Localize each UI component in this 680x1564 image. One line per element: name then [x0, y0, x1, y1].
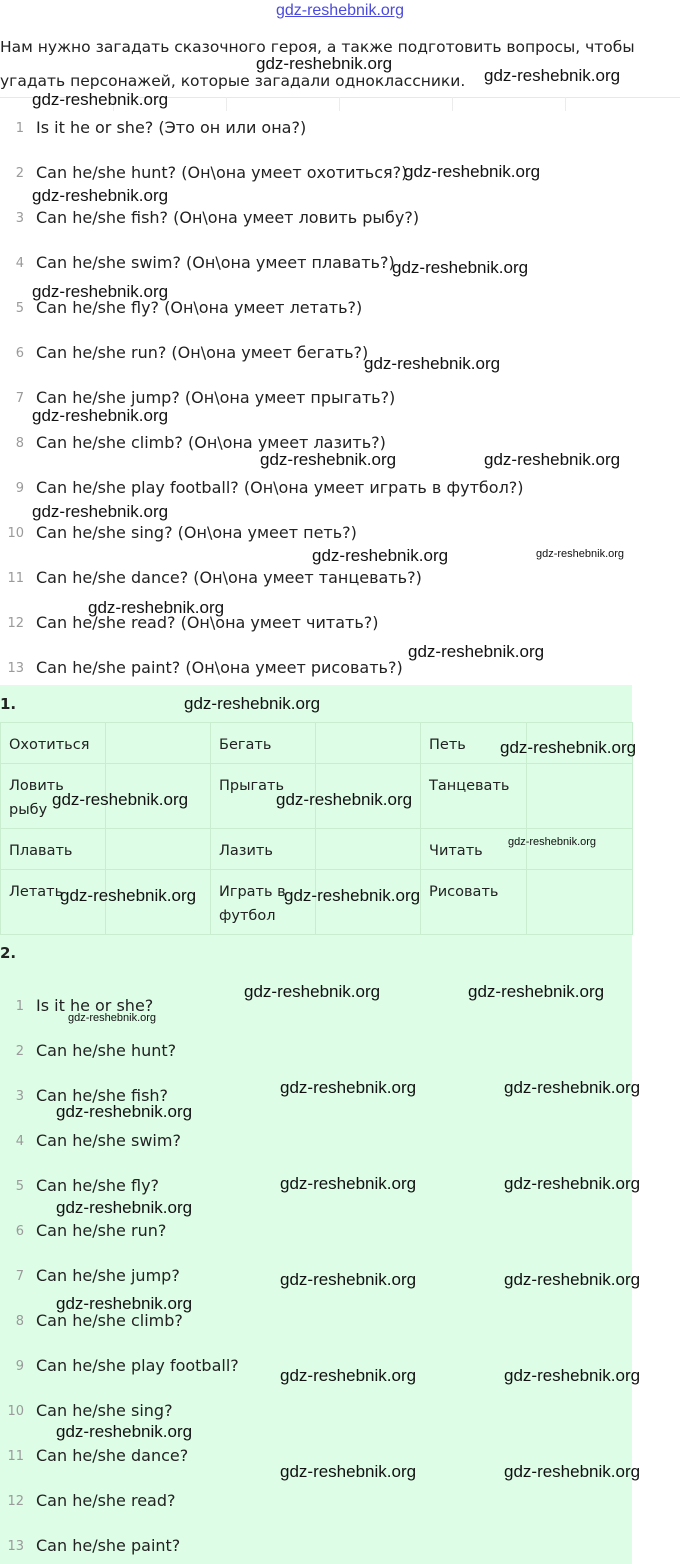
watermark: gdz-reshebnik.org: [184, 694, 321, 713]
question-number: 10: [7, 1404, 24, 1419]
question-text: Can he/she paint?: [36, 1536, 181, 1555]
question-number: 3: [15, 211, 24, 226]
watermark: gdz-reshebnik.org: [404, 162, 541, 181]
watermark: gdz-reshebnik.org: [56, 1422, 193, 1441]
watermark: gdz-reshebnik.org: [256, 54, 393, 73]
question-number: 4: [15, 256, 24, 271]
question-text: Can he/she dance? (Он\она умеет танцевать?): [36, 568, 422, 587]
watermark: gdz-reshebnik.org: [504, 1462, 641, 1481]
question-text: Can he/she read?: [36, 1491, 176, 1510]
watermark: gdz-reshebnik.org: [60, 886, 197, 905]
question-text: Can he/she hunt?: [36, 1041, 177, 1060]
table-cell: Петь: [421, 723, 527, 764]
question-text: Can he/she climb?: [36, 1311, 183, 1330]
watermark: gdz-reshebnik.org: [484, 66, 621, 85]
list-item: [0, 118, 680, 142]
watermark: gdz-reshebnik.org: [536, 548, 625, 560]
table-cell: Читать: [421, 829, 527, 870]
watermark: gdz-reshebnik.org: [280, 1270, 417, 1289]
table-cell: [527, 870, 633, 935]
watermark: gdz-reshebnik.org: [88, 598, 225, 617]
table-cell: Охотиться: [1, 723, 106, 764]
question-number: 9: [15, 1359, 24, 1374]
watermark: gdz-reshebnik.org: [508, 836, 597, 848]
watermark: gdz-reshebnik.org: [32, 502, 169, 521]
list-item: [0, 1536, 680, 1560]
question-text: Can he/she fish?: [36, 1086, 169, 1105]
watermark: gdz-reshebnik.org: [484, 450, 621, 469]
question-text: Can he/she jump?: [36, 1266, 180, 1285]
question-text: Can he/she sing?: [36, 1401, 173, 1420]
question-number: 2: [15, 166, 24, 181]
watermark: gdz-reshebnik.org: [280, 1462, 417, 1481]
question-number: 3: [15, 1089, 24, 1104]
table-cell: Летать: [1, 870, 106, 935]
watermark: gdz-reshebnik.org: [468, 982, 605, 1001]
watermark: gdz-reshebnik.org: [56, 1102, 193, 1121]
question-text: Can he/she sing? (Он\она умеет петь?): [36, 523, 357, 542]
watermark: gdz-reshebnik.org: [504, 1270, 641, 1289]
table-cell: Играть в футбол: [211, 870, 316, 935]
question-text: Can he/she read? (Он\она умеет читать?): [36, 613, 379, 632]
question-text: Can he/she dance?: [36, 1446, 189, 1465]
list-item: [0, 1131, 680, 1155]
list-item: [0, 658, 680, 682]
table-cell: [316, 723, 421, 764]
question-number: 7: [15, 391, 24, 406]
question-number: 13: [7, 1539, 24, 1554]
watermark: gdz-reshebnik.org: [56, 1198, 193, 1217]
table-cell: [106, 829, 211, 870]
question-number: 6: [15, 1224, 24, 1239]
watermark: gdz-reshebnik.org: [280, 1078, 417, 1097]
table-cell: Лазить: [211, 829, 316, 870]
section-label: 1.: [0, 695, 17, 713]
watermark: gdz-reshebnik.org: [504, 1078, 641, 1097]
question-text: Can he/she fly?: [36, 1176, 160, 1195]
list-item: [0, 253, 680, 277]
table-cell: Танцевать: [421, 764, 527, 829]
watermark: gdz-reshebnik.org: [280, 1366, 417, 1385]
question-number: 4: [15, 1134, 24, 1149]
list-item: [0, 163, 680, 187]
question-number: 7: [15, 1269, 24, 1284]
question-text: Can he/she swim? (Он\она умеет плавать?): [36, 253, 395, 272]
table-cell: Рисовать: [421, 870, 527, 935]
list-item: [0, 208, 680, 232]
site-link[interactable]: gdz-reshebnik.org: [275, 2, 405, 19]
list-item: [0, 478, 680, 502]
watermark: gdz-reshebnik.org: [32, 406, 169, 425]
watermark: gdz-reshebnik.org: [32, 282, 169, 301]
list-item: [0, 1311, 680, 1335]
question-number: 8: [15, 1314, 24, 1329]
watermark: gdz-reshebnik.org: [500, 738, 637, 757]
watermark: gdz-reshebnik.org: [312, 546, 449, 565]
question-text: Can he/she paint? (Он\она умеет рисовать?): [36, 658, 403, 677]
list-item: [0, 1221, 680, 1245]
question-number: 11: [7, 1449, 24, 1464]
watermark: gdz-reshebnik.org: [504, 1366, 641, 1385]
watermark: gdz-reshebnik.org: [68, 1012, 157, 1024]
question-text: Can he/she run?: [36, 1221, 167, 1240]
table-cell: [527, 829, 633, 870]
table-cell: [316, 829, 421, 870]
list-item: [0, 1041, 680, 1065]
question-number: 1: [15, 999, 24, 1014]
section-label: 2.: [0, 944, 17, 962]
question-number: 12: [7, 616, 24, 631]
list-item: [0, 523, 680, 547]
intro-text: Нам нужно загадать сказочного героя, а также подготовить вопросы, чтобы угадать персонажей, которые загадали одноклассники.: [0, 38, 635, 90]
question-text: Can he/she hunt? (Он\она умеет охотиться?): [36, 163, 408, 182]
question-number: 9: [15, 481, 24, 496]
table-row: [1, 829, 633, 870]
question-number: 6: [15, 346, 24, 361]
question-text: Can he/she play football?: [36, 1356, 239, 1375]
question-number: 8: [15, 436, 24, 451]
watermark: gdz-reshebnik.org: [280, 1174, 417, 1193]
table-cell: [106, 723, 211, 764]
table-cell: Ловить рыбу: [1, 764, 106, 829]
list-item: [0, 1491, 680, 1515]
question-text: Can he/she run? (Он\она умеет бегать?): [36, 343, 369, 362]
question-number: 11: [7, 571, 24, 586]
question-text: Can he/she jump? (Он\она умеет прыгать?): [36, 388, 396, 407]
table-cell: [527, 764, 633, 829]
watermark: gdz-reshebnik.org: [32, 90, 169, 109]
question-text: Is it he or she?: [36, 996, 154, 1015]
watermark: gdz-reshebnik.org: [284, 886, 421, 905]
watermark: gdz-reshebnik.org: [408, 642, 545, 661]
watermark: gdz-reshebnik.org: [276, 790, 413, 809]
question-text: Is it he or she? (Это он или она?): [36, 118, 307, 137]
question-number: 5: [15, 1179, 24, 1194]
watermark: gdz-reshebnik.org: [32, 186, 169, 205]
question-number: 13: [7, 661, 24, 676]
question-number: 1: [15, 121, 24, 136]
question-number: 12: [7, 1494, 24, 1509]
list-item: [0, 568, 680, 592]
table-cell: Прыгать: [211, 764, 316, 829]
watermark: gdz-reshebnik.org: [392, 258, 529, 277]
watermark: gdz-reshebnik.org: [52, 790, 189, 809]
question-text: Can he/she swim?: [36, 1131, 181, 1150]
watermark: gdz-reshebnik.org: [56, 1294, 193, 1313]
question-text: Can he/she fish? (Он\она умеет ловить рыбу?): [36, 208, 420, 227]
table-cell: Плавать: [1, 829, 106, 870]
list-item: [0, 343, 680, 367]
question-number: 10: [7, 526, 24, 541]
watermark: gdz-reshebnik.org: [244, 982, 381, 1001]
watermark: gdz-reshebnik.org: [364, 354, 501, 373]
question-number: 2: [15, 1044, 24, 1059]
table-cell: Бегать: [211, 723, 316, 764]
question-number: 5: [15, 301, 24, 316]
watermark: gdz-reshebnik.org: [504, 1174, 641, 1193]
question-text: Can he/she fly? (Он\она умеет летать?): [36, 298, 363, 317]
watermark: gdz-reshebnik.org: [260, 450, 397, 469]
question-text: Can he/she climb? (Он\она умеет лазить?): [36, 433, 386, 452]
question-text: Can he/she play football? (Он\она умеет играть в футбол?): [36, 478, 524, 497]
